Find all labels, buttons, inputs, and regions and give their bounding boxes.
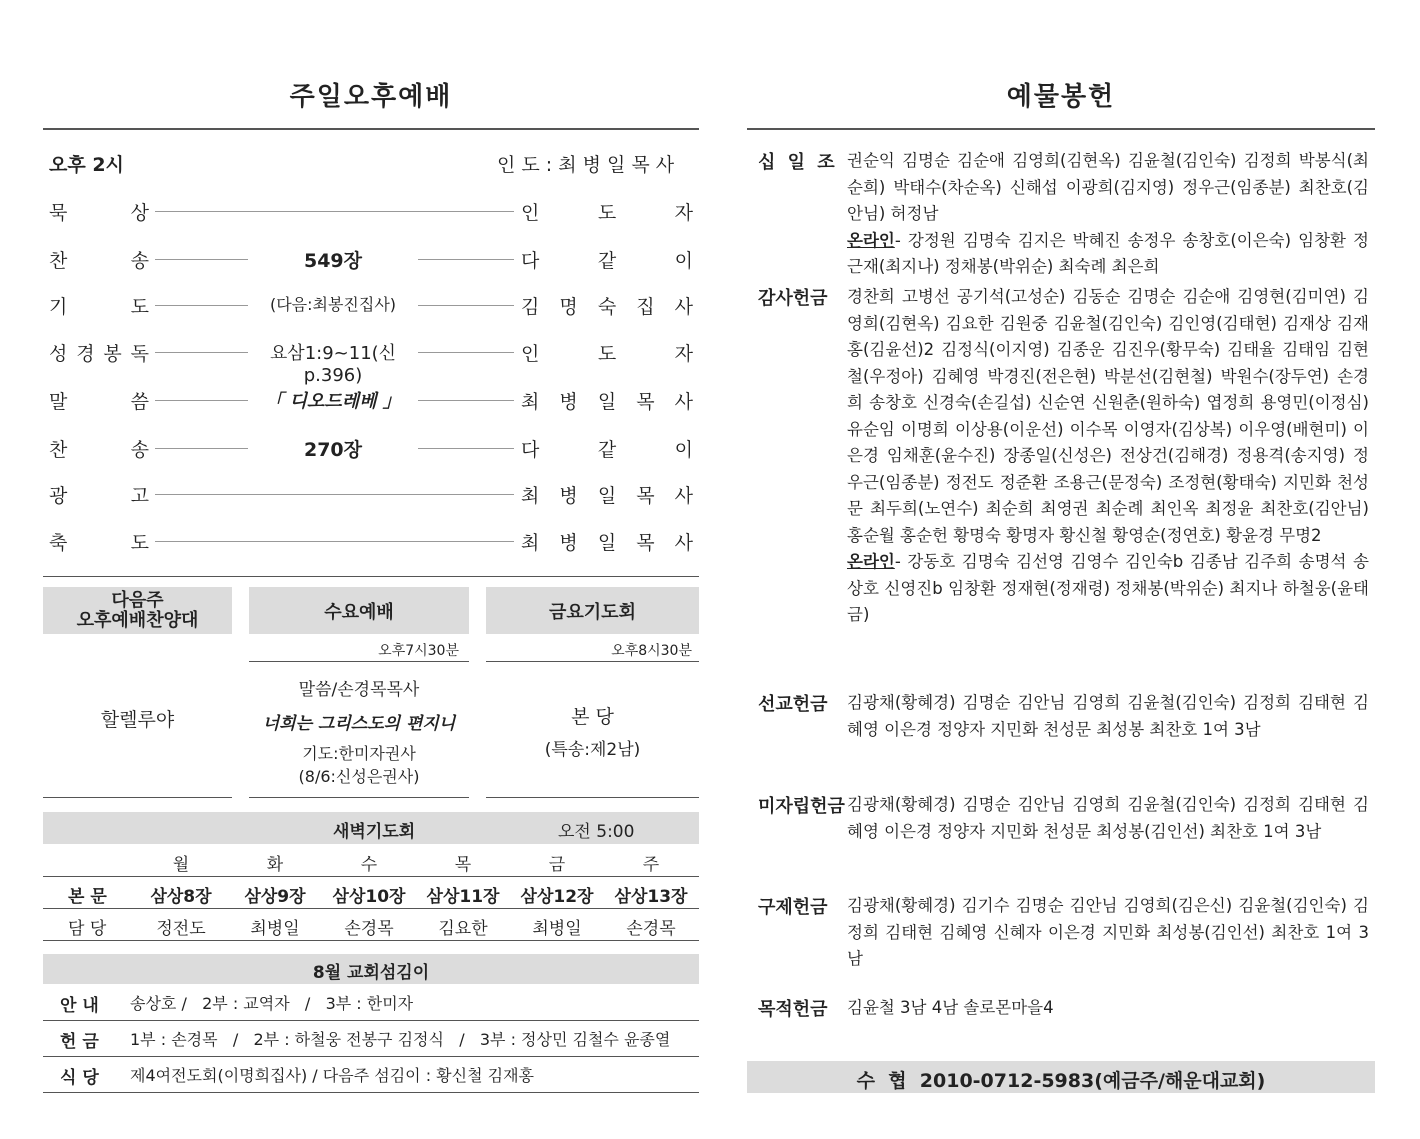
charge-person: 정전도 <box>156 919 206 939</box>
dawn-header: 새벽기도회 <box>333 822 416 842</box>
service-names: 제4여전도회(이명희집사) / 다음주 섬김이 : 황신철 김재홍 <box>130 1066 534 1085</box>
leader-line-right <box>418 400 514 401</box>
order-person: 인 도 자 <box>521 343 693 365</box>
service-divider <box>43 1020 699 1021</box>
leader-line <box>155 211 514 212</box>
service-names: 1부 : 손경목 / 2부 : 하철웅 전봉구 김정식 / 3부 : 정상민 김철수 윤종열 <box>130 1030 671 1049</box>
wednesday-prayer: 기도:한미자권사 <box>302 744 416 763</box>
day-label: 목 <box>454 855 472 875</box>
friday-bottom <box>486 797 699 798</box>
leader-line-right <box>418 305 514 306</box>
order-person: 인 도 자 <box>521 202 693 224</box>
order-divider <box>43 576 699 577</box>
offering-names-text: 김광채(황혜경) 김명순 김안님 김영희 김윤철(김인숙) 김정희 김태현 김혜영 이은경 정양자 지민화 천성문 최성봉(김인선) 최찬호 1여 3남 <box>847 795 1369 841</box>
charge-person: 최병일 <box>250 919 300 939</box>
charges-divider <box>43 940 699 941</box>
choir-name: 할렐루야 <box>100 709 175 731</box>
choir-header: 다음주 오후예배찬양대 <box>43 587 232 634</box>
bible-text: 삼상11장 <box>426 887 500 907</box>
offering-label: 선교헌금 <box>758 694 828 715</box>
service-time: 오후 2시 <box>49 154 124 176</box>
day-label: 수 <box>360 855 378 875</box>
leader-line-right <box>418 448 514 449</box>
leader-line <box>155 541 514 542</box>
wednesday-time: 오후7시30분 <box>378 643 459 659</box>
order-person: 다 같 이 <box>521 439 693 461</box>
order-label: 찬 송 <box>49 250 149 272</box>
dawn-time: 오전 5:00 <box>558 822 635 842</box>
charge-person: 최병일 <box>532 919 582 939</box>
service-names: 송상호 / 2부 : 교역자 / 3부 : 한미자 <box>130 994 414 1013</box>
order-detail: 549장 <box>303 250 362 272</box>
day-label: 금 <box>548 855 566 875</box>
order-person: 최 병 일 목 사 <box>521 485 693 507</box>
bank-account: 수 협 2010-0712-5983(예금주/해운대교회) <box>856 1070 1266 1092</box>
offering-names <box>847 284 1369 629</box>
order-label: 성 경 봉 독 <box>49 343 149 365</box>
offering-names-text: 김윤철 3남 4남 솔로몬마을4 <box>847 998 1054 1017</box>
order-detail: (다음:최봉진집사) <box>269 295 397 314</box>
online-offering <box>847 549 1369 629</box>
offering-label: 십 일 조 <box>758 152 838 173</box>
service-role: 헌 금 <box>60 1032 99 1052</box>
offering-label: 미자립헌금 <box>758 796 845 817</box>
online-names: - 강동호 김명숙 김선영 김영수 김인숙b 김종남 김주희 송명석 송상호 신영진b 임창환 정재현(정재령) 정채봉(박위순) 최지나 하철웅(윤태금) <box>847 552 1369 624</box>
offering-label: 감사헌금 <box>758 288 828 309</box>
leader-line-left <box>155 259 248 260</box>
order-label: 광 고 <box>49 485 149 507</box>
leader-line <box>155 494 514 495</box>
order-label: 찬 송 <box>49 439 149 461</box>
order-detail: 요삼1:9~11(신p.396) <box>269 343 397 386</box>
online-names: - 강정원 김명숙 김지은 박혜진 송정우 송창호(이은숙) 임창환 정근재(최지나) 정채봉(박위순) 최숙례 최은희 <box>847 230 1369 276</box>
days-divider <box>43 876 699 877</box>
offering-title: 예물봉헌 <box>1006 82 1116 112</box>
leader-line-right <box>418 352 514 353</box>
charge-person: 손경목 <box>344 919 394 939</box>
bible-text: 삼상13장 <box>614 887 688 907</box>
service-divider <box>43 1056 699 1057</box>
order-label: 말 씀 <box>49 391 149 413</box>
service-divider <box>43 1092 699 1093</box>
order-person: 최 병 일 목 사 <box>521 391 693 413</box>
offering-title-divider <box>747 128 1375 130</box>
offering-label: 목적헌금 <box>758 999 828 1020</box>
service-header: 8월 교회섬김이 <box>312 963 430 983</box>
order-detail: 270장 <box>303 439 362 461</box>
wednesday-time-line <box>249 661 469 662</box>
leader-line-left <box>155 400 248 401</box>
order-label: 묵 상 <box>49 202 149 224</box>
offering-names-text: 김광채(황혜경) 김기수 김명순 김안님 김영희(김은신) 김윤철(김인숙) 김정희 김태현 김혜영 신혜자 이은경 지민화 최성봉(김인선) 최찬호 1여 3남 <box>847 896 1369 968</box>
leader-line-left <box>155 448 248 449</box>
service-role: 안 내 <box>60 996 99 1016</box>
friday-time-line <box>486 661 699 662</box>
friday-header: 금요기도회 <box>486 587 699 634</box>
charge-person: 손경목 <box>626 919 676 939</box>
offering-names-text: 권순익 김명순 김순애 김영희(김현옥) 김윤철(김인숙) 김정희 박봉식(최순희) 박태수(차순옥) 신해섭 이광희(김지영) 정우근(임종분) 최찬호(김안님) 허정남 <box>847 151 1369 223</box>
offering-label: 구제헌금 <box>758 897 828 918</box>
order-detail: 「 디오드레베 」 <box>265 391 401 412</box>
choir-bottom <box>43 797 232 798</box>
order-person: 최 병 일 목 사 <box>521 532 693 554</box>
order-person: 다 같 이 <box>521 250 693 272</box>
online-label: 온라인 <box>847 230 895 250</box>
offering-names <box>847 792 1369 845</box>
wednesday-prayer-next: (8/6:신성은권사) <box>298 767 420 786</box>
offering-names <box>847 690 1369 743</box>
bible-text: 삼상10장 <box>332 887 406 907</box>
bible-text: 삼상9장 <box>244 887 306 907</box>
order-label: 축 도 <box>49 532 149 554</box>
title-divider <box>43 128 699 130</box>
leader-line-left <box>155 305 248 306</box>
charge-person: 김요한 <box>438 919 488 939</box>
service-leader: 인 도 : 최 병 일 목 사 <box>497 154 675 176</box>
online-offering <box>847 228 1369 281</box>
day-label: 주 <box>642 855 660 875</box>
offering-names <box>847 893 1369 973</box>
texts-divider <box>43 908 699 909</box>
order-label: 기 도 <box>49 296 149 318</box>
leader-line-right <box>418 259 514 260</box>
order-person: 김 명 숙 집 사 <box>521 296 693 318</box>
offering-names <box>847 995 1369 1022</box>
offering-names-text: 경찬희 고병선 공기석(고성순) 김동순 김명순 김순애 김영현(김미연) 김영희(김현옥) 김요한 김원중 김윤철(김인숙) 김인영(김태현) 김재상 김재홍(김윤선)2 김정식(이지영) 김종운 김진우(황무숙) 김태율 김태임 김현철(우정아) 김혜영 박경진(전은현) 박분선(김현철) 박원수(장두연) 손경희 송창호 신경숙(손길섭) 신순연 신원춘(원하숙) 엽정희 용영민(이정심) 유순임 이명희 이상용(이운선) 이수목 이영자(김상복) 이우영(배현미) 이은경 임채훈(윤수진) 장종일(신성은) 전상건(김해경) 정용격(송지영) 정우근(임종분) 정전도 정준환 조용근(문정숙) 조정현(황태숙) 지민화 천성문 최두희(노연수) 최순희 최영권 최순례 최인옥 최정윤 최찬호(김안님) 홍순월 홍순헌 황명숙 황명자 황신철 황영순(정연호) 황윤경 무명2 <box>847 287 1369 545</box>
text-label: 본 문 <box>68 887 107 907</box>
friday-time: 오후8시30분 <box>611 643 692 659</box>
day-label: 화 <box>266 855 284 875</box>
friday-special: (특송:제2남) <box>544 740 641 760</box>
wednesday-sermon-title: 너희는 그리스도의 편지니 <box>262 714 456 734</box>
wednesday-bottom <box>249 797 469 798</box>
wednesday-header: 수요예배 <box>249 587 469 634</box>
bible-text: 삼상8장 <box>150 887 212 907</box>
service-role: 식 당 <box>60 1068 99 1088</box>
offering-names <box>847 148 1369 281</box>
worship-title: 주일오후예배 <box>289 82 453 112</box>
charge-label: 담 당 <box>68 919 107 939</box>
bible-text: 삼상12장 <box>520 887 594 907</box>
day-label: 월 <box>172 855 190 875</box>
wednesday-sermon: 말씀/손경목목사 <box>298 680 420 700</box>
offering-names-text: 김광채(황혜경) 김명순 김안님 김영희 김윤철(김인숙) 김정희 김태현 김혜영 이은경 정양자 지민화 천성문 최성봉 최찬호 1여 3남 <box>847 693 1369 739</box>
leader-line-left <box>155 352 248 353</box>
online-label: 온라인 <box>847 552 895 571</box>
friday-place: 본 당 <box>571 706 614 728</box>
